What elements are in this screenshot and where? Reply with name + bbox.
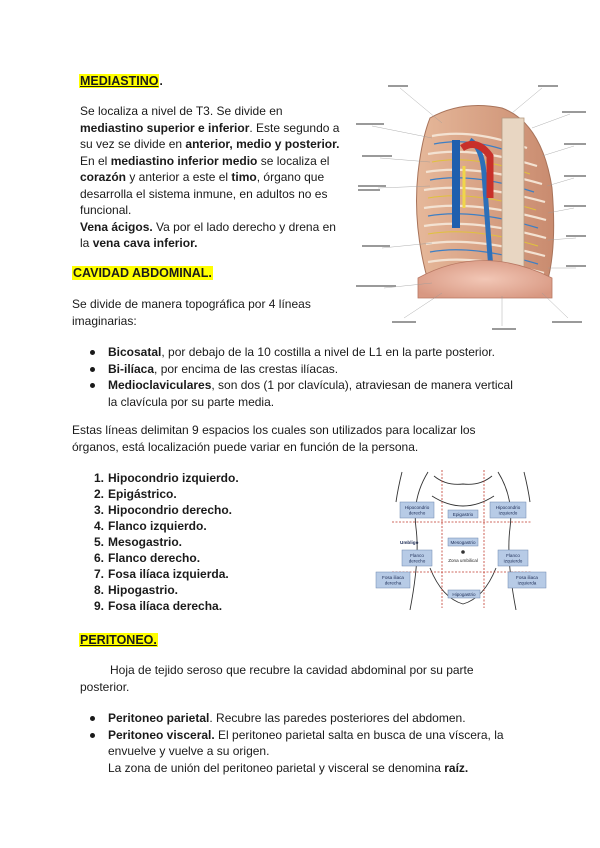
bold-text: mediastino superior e inferior [80,120,250,135]
region-label: Fosa ilíaca izquierda. [108,567,229,581]
region-number: 6. [93,551,104,565]
mediastino-line-3 [80,136,342,153]
region-label: Hipocondrio izquierdo. [108,471,239,485]
bold-text: corazón [80,170,127,184]
mediastino-paragraph [80,103,342,252]
region-item [80,550,310,566]
region-item [80,598,310,614]
region-boxes [376,502,546,598]
navel-mark [461,550,465,554]
region-number: 4. [93,519,104,533]
region-label: Hipocondrio derecho. [108,503,233,517]
label-fosa-iliaca-derecha: Fosa iliaca derecha [382,575,404,586]
mediastino-heading-text: MEDIASTINO [80,74,159,88]
text: funcional. [80,203,132,217]
abdominal-regions-svg [372,468,550,610]
abdominal-regions-list [80,470,310,614]
mediastino-line-6 [80,186,342,203]
cavidad-lines-list [80,344,540,410]
region-label: Epigástrico. [108,487,177,501]
peritoneo-intro-line-1: Hoja de tejido seroso que recubre la cavidad abdominal por su parte [110,663,474,677]
text: Se localiza a nivel de T3. Se divide en [80,104,283,118]
label-hipocondrio-derecho: Hipocondrio derecho [404,505,430,516]
bold-text: vena cava inferior. [92,236,198,250]
label-hipogastrio: Hipogastrio [452,592,476,597]
list-item [80,377,540,410]
bold-text: Bi-ilíaca [108,361,155,376]
mediastino-heading [79,72,163,90]
bold-text: raíz. [444,760,469,775]
label-epigastrio: Epigastrio [452,512,474,517]
region-item [80,470,310,486]
peritoneo-list [80,710,550,776]
mediastinum-svg [352,78,590,332]
region-label: Flanco derecho. [108,551,201,565]
bold-text: Medioclaviculares [108,378,212,392]
mediastino-line-1 [80,103,342,120]
list-item [80,361,540,378]
region-number: 8. [93,583,104,597]
cavidad-paragraph [72,422,542,455]
bold-text: Peritoneo parietal [108,711,210,725]
bold-text: Peritoneo visceral. [108,727,215,742]
region-item [80,534,310,550]
label-umbligo: Umbligo [400,540,419,545]
text: , por debajo de la 10 costilla a nivel de L1 en la parte posterior. [161,345,495,359]
list-item [80,710,550,727]
region-item [80,486,310,502]
bold-text: Bicosatal [108,345,162,359]
region-number: 9. [93,599,104,613]
region-label: Mesogastrio. [108,535,183,549]
text: su vez se divide en [80,137,186,151]
cavidad-heading-text: CAVIDAD ABDOMINAL. [73,266,212,280]
text: la clavícula por su parte media. [108,394,275,409]
peritoneo-heading [79,631,158,649]
peritoneo-intro [80,662,550,695]
bold-text: mediastino inferior medio [110,153,258,168]
mediastinum-illustration [352,78,590,332]
peritoneo-heading-text: PERITONEO. [80,633,157,647]
peritoneo-intro-line-2: posterior. [80,679,130,694]
text: y anterior a este el [126,170,232,184]
label-flanco-derecho: Flanco derecho [408,553,426,564]
region-number: 3. [93,503,104,517]
list-item [80,344,540,361]
mediastino-line-2 [80,120,342,137]
bold-text: timo [231,170,257,184]
region-number: 2. [93,487,104,501]
region-number: 5. [93,535,104,549]
region-number: 1. [93,471,104,485]
region-label: Hipogastrio. [108,583,179,597]
label-flanco-izquierdo: Flanco izquierdo [503,553,523,564]
region-item [80,566,310,582]
text: , por encima de las crestas ilíacas. [154,361,339,376]
text: . Este segundo a [249,120,340,135]
bold-text: anterior, medio y posterior. [185,137,340,151]
region-item [80,518,310,534]
mediastino-line-7 [80,202,342,219]
cavidad-paragraph-line-1: Estas líneas delimitan 9 espacios los cuales son utilizados para localizar los [72,423,476,437]
region-label: Fosa ilíaca derecha. [108,599,223,613]
region-item [80,582,310,598]
region-label: Flanco izquierdo. [108,519,207,533]
text: El peritoneo parietal salta en busca de una víscera, la [214,727,504,742]
cavidad-intro [72,296,342,329]
text: , órgano que [256,170,325,184]
text: desarrolla el sistema inmune, en adultos no es [80,186,328,201]
label-fosa-iliaca-izquierda: Fosa iliaca izquierda [516,575,538,586]
label-mesogastrio: Mesogastrio [450,540,476,545]
text: Va por el lado derecho y drena en [152,219,336,234]
cavidad-intro-line-1: Se divide de manera topográfica por 4 líneas [72,297,311,311]
text: se localiza el [257,153,330,168]
cavidad-paragraph-line-2: órganos, está localización puede variar en función de la persona. [72,439,419,454]
region-item [80,502,310,518]
text: envuelve y vuelve a su origen. [108,744,270,758]
region-number: 7. [93,567,104,581]
text: la [80,236,93,250]
list-item [80,727,550,777]
label-hipocondrio-izquierdo: Hipocondrio izquierdo [495,505,521,516]
mediastino-line-5 [80,169,342,186]
bold-text: Vena ácigos. [80,219,153,234]
abdominal-regions-diagram [372,468,550,610]
mediastino-heading-dot: . [159,74,163,88]
mediastino-line-9 [80,235,342,252]
text: En el [80,153,111,168]
text: La zona de unión del peritoneo parietal y visceral se denomina [108,760,445,775]
cavidad-intro-line-2: imaginarias: [72,313,137,328]
label-zona-umbilical: Zona umbilical [448,558,478,563]
text: . Recubre las paredes posteriores del abdomen. [209,711,466,725]
mediastino-line-8 [80,219,342,236]
mediastino-line-4 [80,153,342,170]
cavidad-heading [72,264,213,282]
text: , son dos (1 por clavícula), atraviesan de manera vertical [211,378,513,392]
